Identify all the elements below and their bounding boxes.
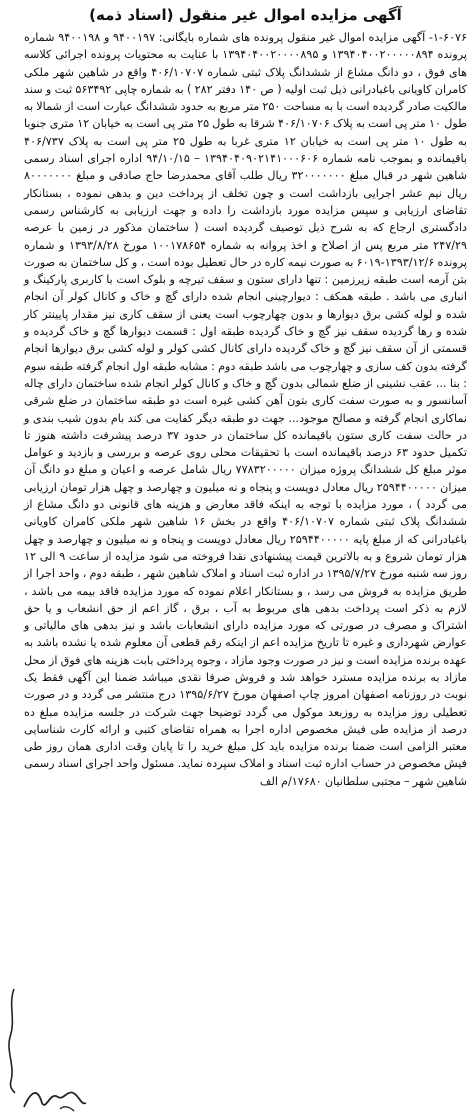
notice-body: ۱-۶۰۷۶- آگهی مزایده اموال غیر منقول پرونده های شماره بایگانی: ۹۴۰۰۱۹۷ و ۹۴۰۰۱۹۸ شماره پرونده ۱۳۹۴۰۴۰۰۲۰۰۰۰۰۸۹۴ و ۱۳۹۴۰۴۰۰۲۰۰۰۰۸۹۵ با عنایت به محتویات پرونده اجرائی کلاسه های فوق ، دو دانگ مشاع از ششدانگ پلاک ثبتی شماره ۴۰۶/۱۰۷۰۷ واقع در شاهین شهر ملکی کامران کاویانی باغبادرانی ذیل ثبت اولیه ( ص ۱۴۰ دفتر ۲۸۲ ) به شماره چاپی ۵۶۳۴۹۲ ثبت و سند مالکیت صادر گردیده است با به مساحت ۲۵۰ متر مربع به حدود ششدانگ عبارت است از شمالا به طول ۱۰ متر پی است به پلاک ۴۰۶/۱۰۷۰۶ شرقا به طول ۲۵ متر پی است به خیابان ۱۲ متری جنوبا به طول ۱۰ متر پی است به خیابان ۱۲ متری غربا به طول ۲۵ متر پی است به پلاک ۴۰۶/۷۳۷ باقیمانده و بموجب نامه شماره ۱۳۹۴۰۴۰۹۰۲۱۴۱۰۰۰۶۰۶ – ۹۴/۱۰/۱۵ اداره اجرای اسناد رسمی شاهین شهر در قبال مبلغ ۳۲۰۰۰۰۰۰۰ ریال طلب آقای محمدرضا حاج صادقی و مبلغ ۸۰۰۰۰۰۰۰ ریال نیم عشر اجرایی بازداشت است و چون تخلف از پرداخت دین و بدهی نموده ، بستانکار تقاضای ارزیابی و سپس مزایده مورد بازداشت را داده و جهت ارزیابی به کارشناس رسمی دادگستری ارجاع که به شرح ذیل توصیف گردیده است ( ساختمان مذکور در زمین با عرصه ۲۴۷/۲۹ متر مربع پس از اصلاح و اخذ پروانه به شماره ۱۰۰۱۷۸۶۵۴ مورخ ۱۳۹۳/۸/۲۸ و شماره پرونده ۱۳۹۳/۱۲/۶-۶۰۱۹ به صورت نیمه کاره در حال تعطیل بوده است ، و کل ساختمان به صورت بتن آرمه است طبقه زیرزمین : تنها دارای ستون و سقف تیرچه و بلوک است با کاربری پارکینگ و انباری می باشد . طبقه همکف : دیوارچینی انجام شده دارای گچ و خاک و کانال کولر آن انجام شده و لوله کشی برق دیوارها و بدون چهارچوب است یعنی از سقف کاری نیز مقدار پایینتر کار شده و رها گردیده سقف نیز گچ و خاک گردیده طبقه اول : قسمت دیوارها گچ و خاک گردیده و قسمتی از آن سقف نیز گچ و خاک گردیده دارای کانال کشی کولر و لوله کشی برق دیوارها انجام گرفته بدون کف سازی و چهارچوب می باشد طبقه دوم : مشابه طبقه اول انجام گرفته طبقه سوم : بنا ... عقب نشینی از ضلع شمالی بدون گچ و خاک و کانال کولر انجام شده ساختمان دارای چاله آسانسور و به صورت سفت کاری بتون آهن کشی غیره است دو طبقه ساختمان در ضلع شرقی نماکاری انجام گرفته و مصالح موجود... جهت دو طبقه دیگر کفایت می کند بام بدون شیب بندی و در حالت سفت کاری ستون باقیمانده کل ساختمان در حدود ۳۷ درصد پیشرفت داشته هنوز تا تکمیل حدود ۶۳ درصد باقیمانده است با تحقیقات محلی روی عرصه و بررسی و بازدید و عوامل موثر مبلغ کل ششدانگ پروژه میزان ۷۷۸۳۲۰۰۰۰۰ ریال شامل عرصه و اعیان و مبلغ دو دانگ آن میزان ۲۵۹۴۴۰۰۰۰۰ ریال معادل دویست و پنجاه و نه میلیون و چهارصد و چهل هزار تومان ارزیابی می گردد ) ، مورد مزایده با توجه به اینکه فاقد معارض و هزینه های قانونی دو دانگ مشاع از ششدانگ پلاک ثبتی شماره ۴۰۶/۱۰۷۰۷ واقع در بخش ۱۶ شاهین شهر ملکی کامران کاویانی باغبادرانی که از مبلغ پایه ۲۵۹۴۴۰۰۰۰۰ ریال معادل دویست و پنجاه و نه میلیون و چهارصد و چهل هزار تومان شروع و به بالاترین قیمت پیشنهادی نقدا فروخته می شود مزایده از ساعت ۹ الی ۱۲ روز سه شنبه مورخ ۱۳۹۵/۷/۲۷ در اداره ثبت اسناد و املاک شاهین شهر ، طبقه دوم ، واحد اجرا از طریق مزایده به فروش می رسد ، و بستانکار اعلام نموده که مورد مزایده فاقد بیمه می باشد ، لازم به ذکر است پرداخت بدهی های مربوط به آب ، برق ، گاز اعم از حق انشعاب و یا حق اشتراک و مصرف در صورتی که مورد مزایده دارای انشعابات باشد و نیز بدهی های مالیاتی و عوارض شهرداری و غیره تا تاریخ مزایده اعم از اینکه رقم قطعی آن معلوم شده یا نشده باشد به عهده برنده مزایده است و نیز در صورت وجود مازاد ، وجوه پرداختی بابت هزینه های فوق از محل مازاد به برنده مزایده مسترد خواهد شد و فروش صرفا نقدی میباشد ضمنا این آگهی فقط یک نوبت در روزنامه اصفهان امروز چاپ اصفهان مورخ ۱۳۹۵/۶/۲۷ درج منتشر می گردد و در صورت تعطیلی روز مزایده به روزبعد موکول می گردد توضیحا جهت شرکت در جلسه مزایده مبلغ ده درصد از مزایده طی فیش مخصوص اداره اجرا به همراه تقاضای کتبی و ارائه کارت شناسایی معتبر الزامی است ضمنا برنده مزایده باید کل مبلغ خرید را تا پایان وقت اداری همان روز طی فیش مخصوص در حساب اداره ثبت اسناد و املاک سپرده نماید. مسئول واحد اجرای اسناد رسمی شاهین شهر – مجتبی سلطانیان ۱۷۶۸۰/م الف [24, 31, 468, 788]
notice-title: آگهی مزایده اموال غیر منقول (اسناد ذمه) [89, 6, 402, 24]
handwritten-signature-mark [20, 1081, 90, 1113]
auction-notice [24, 4, 467, 1081]
handwritten-margin-mark [2, 985, 22, 1095]
